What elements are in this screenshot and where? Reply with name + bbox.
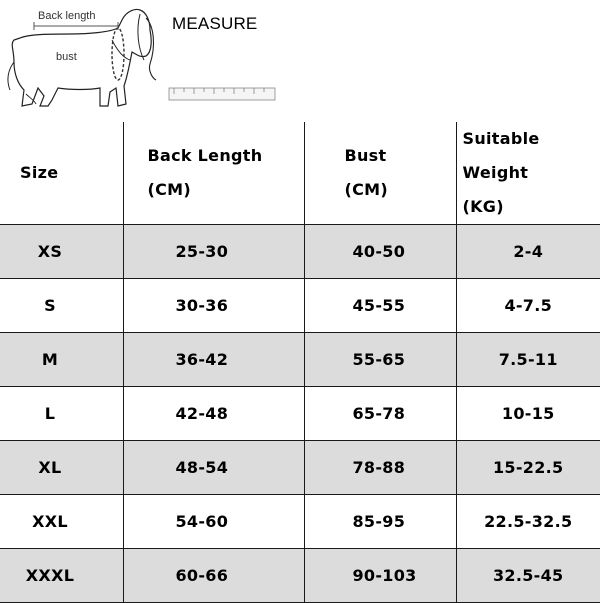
table-row	[0, 495, 600, 549]
cell-size: XL	[0, 441, 123, 495]
cell-size: XXXL	[0, 549, 123, 603]
table-header-row	[0, 122, 600, 225]
header-back-length: Back Length (CM)	[123, 122, 304, 225]
header-size: Size	[0, 122, 123, 225]
cell-size: L	[0, 387, 123, 441]
header-bust: Bust (CM)	[304, 122, 456, 225]
cell-back-length: 54-60	[123, 495, 304, 549]
table-row	[0, 279, 600, 333]
table-row	[0, 225, 600, 279]
ruler-icon	[168, 82, 278, 104]
cell-size: XS	[0, 225, 123, 279]
cell-back-length: 25-30	[123, 225, 304, 279]
cell-weight: 32.5-45	[456, 549, 600, 603]
bust-measure-loop	[112, 28, 124, 80]
cell-bust: 65-78	[304, 387, 456, 441]
table-row	[0, 441, 600, 495]
cell-bust: 78-88	[304, 441, 456, 495]
cell-size: XXL	[0, 495, 123, 549]
cell-weight: 22.5-32.5	[456, 495, 600, 549]
table-row	[0, 333, 600, 387]
cell-back-length: 42-48	[123, 387, 304, 441]
cell-bust: 85-95	[304, 495, 456, 549]
dog-outline	[12, 9, 151, 106]
cell-bust: 55-65	[304, 333, 456, 387]
cell-back-length: 36-42	[123, 333, 304, 387]
cell-size: S	[0, 279, 123, 333]
bust-label: bust	[56, 51, 77, 63]
cell-back-length: 30-36	[123, 279, 304, 333]
cell-size: M	[0, 333, 123, 387]
page-title: MEASURE	[172, 14, 258, 33]
cell-weight: 15-22.5	[456, 441, 600, 495]
cell-bust: 45-55	[304, 279, 456, 333]
size-chart-table	[0, 122, 600, 603]
cell-weight: 7.5-11	[456, 333, 600, 387]
cell-weight: 10-15	[456, 387, 600, 441]
cell-back-length: 60-66	[123, 549, 304, 603]
header	[0, 0, 600, 122]
table-row	[0, 387, 600, 441]
cell-weight: 2-4	[456, 225, 600, 279]
cell-bust: 90-103	[304, 549, 456, 603]
header-suitable-weight: Suitable Weight (KG)	[456, 122, 600, 225]
cell-weight: 4-7.5	[456, 279, 600, 333]
dog-measurement-diagram	[0, 0, 170, 118]
cell-back-length: 48-54	[123, 441, 304, 495]
table-row	[0, 549, 600, 603]
back-length-label: Back length	[38, 10, 96, 22]
cell-bust: 40-50	[304, 225, 456, 279]
